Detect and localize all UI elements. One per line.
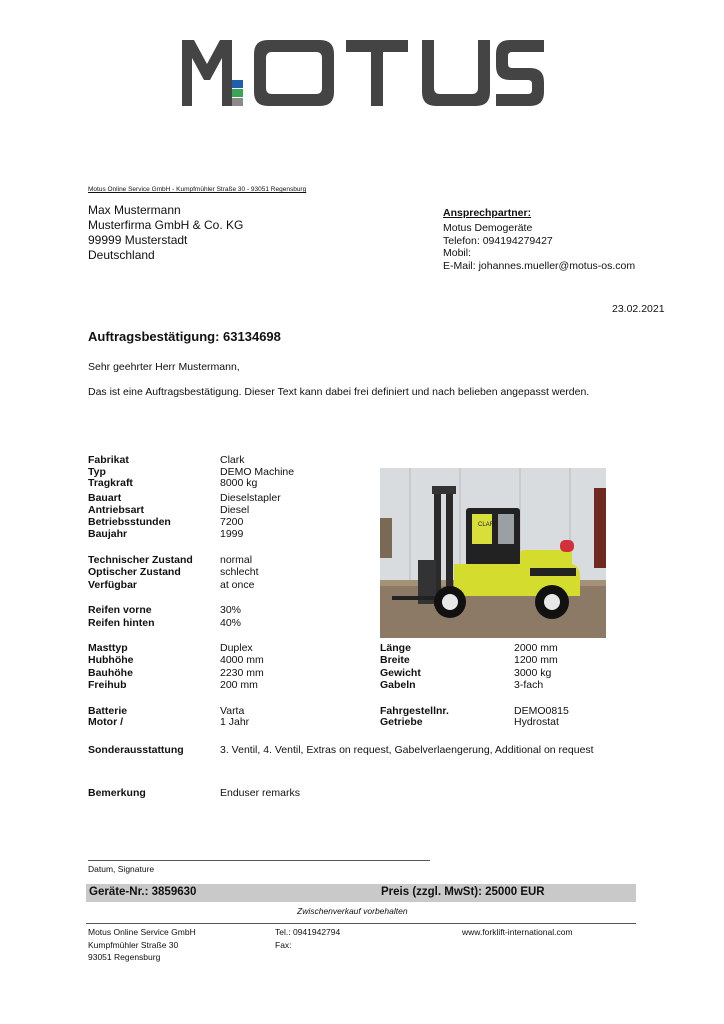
spec-label-sonderausstattung: Sonderausstattung xyxy=(88,744,184,756)
spec-value-baujahr: 1999 xyxy=(220,528,244,540)
spec-label-laenge: Länge xyxy=(380,642,411,654)
spec-label-verfuegbar: Verfügbar xyxy=(88,579,138,591)
device-number: Geräte-Nr.: 3859630 xyxy=(89,886,197,898)
footer-fax: Fax: xyxy=(275,939,292,950)
spec-label-hubhoehe: Hubhöhe xyxy=(88,654,134,666)
spec-value-opt-zustand: schlecht xyxy=(220,566,259,578)
footer-street: Kumpfmühler Straße 30 xyxy=(88,939,179,950)
spec-value-gewicht: 3000 kg xyxy=(514,667,552,679)
recipient-address xyxy=(88,203,243,263)
forklift-brand-label: CLARK xyxy=(478,522,499,528)
spec-label-bauart: Bauart xyxy=(88,492,122,504)
forklift-photo xyxy=(380,468,606,638)
resale-note: Zwischenverkauf vorbehalten xyxy=(297,906,408,916)
spec-label-bemerkung: Bemerkung xyxy=(88,787,146,799)
spec-value-freihub: 200 mm xyxy=(220,679,258,691)
spec-value-betriebsstunden: 7200 xyxy=(220,516,244,528)
price: Preis (zzgl. MwSt): 25000 EUR xyxy=(381,886,545,898)
footer-divider xyxy=(86,923,636,924)
spec-value-verfuegbar: at once xyxy=(220,579,255,591)
spec-value-hubhoehe: 4000 mm xyxy=(220,654,264,666)
spec-label-masttyp: Masttyp xyxy=(88,642,128,654)
spec-label-opt-zustand: Optischer Zustand xyxy=(88,566,181,578)
spec-value-tech-zustand: normal xyxy=(220,554,253,566)
contact-email[interactable]: E-Mail: johannes.mueller@motus-os.com xyxy=(443,259,636,272)
spec-label-getriebe: Getriebe xyxy=(380,716,423,728)
spec-label-breite: Breite xyxy=(380,654,410,666)
spec-value-batterie: Varta xyxy=(220,705,245,717)
spec-label-antriebsart: Antriebsart xyxy=(88,504,145,516)
spec-value-reifen-vorne: 30% xyxy=(220,604,242,616)
spec-label-bauhoehe: Bauhöhe xyxy=(88,667,133,679)
spec-value-antriebsart: Diesel xyxy=(220,504,250,516)
footer-address xyxy=(88,926,196,964)
motus-logo xyxy=(180,36,546,108)
contact-name: Motus Demogeräte xyxy=(443,222,533,235)
spec-label-tech-zustand: Technischer Zustand xyxy=(88,554,193,566)
recipient-name: Max Mustermann xyxy=(88,203,181,217)
signature-label: Datum, Signature xyxy=(88,864,155,874)
spec-value-bauart: Dieselstapler xyxy=(220,492,281,504)
spec-value-bauhoehe: 2230 mm xyxy=(220,667,264,679)
spec-label-fahrgestellnr: Fahrgestellnr. xyxy=(380,705,449,717)
spec-value-laenge: 2000 mm xyxy=(514,642,558,654)
footer-phone-block xyxy=(275,926,340,951)
spec-value-reifen-hinten: 40% xyxy=(220,617,242,629)
spec-label-gewicht: Gewicht xyxy=(380,667,421,679)
spec-label-reifen-vorne: Reifen vorne xyxy=(88,604,152,616)
footer-city: 93051 Regensburg xyxy=(88,952,161,962)
spec-label-freihub: Freihub xyxy=(88,679,127,691)
greeting: Sehr geehrter Herr Mustermann, xyxy=(88,361,240,373)
spec-label-tragkraft: Tragkraft xyxy=(88,477,133,489)
contact-phone: Telefon: 094194279427 xyxy=(443,234,553,247)
spec-value-masttyp: Duplex xyxy=(220,642,253,654)
contact-block xyxy=(443,207,635,272)
intro-text: Das ist eine Auftragsbestätigung. Dieser Text kann dabei frei definiert und nach belieben angepasst werden. xyxy=(88,386,590,398)
spec-value-bemerkung: Enduser remarks xyxy=(220,787,300,799)
spec-label-batterie: Batterie xyxy=(88,705,128,717)
footer-tel: Tel.: 0941942794 xyxy=(275,927,341,937)
spec-value-sonderausstattung: 3. Ventil, 4. Ventil, Extras on request, Gabelverlaengerung, Additional on request xyxy=(220,744,594,756)
contact-mobile: Mobil: xyxy=(443,247,472,260)
spec-value-gabeln: 3-fach xyxy=(514,679,544,691)
spec-label-betriebsstunden: Betriebsstunden xyxy=(88,516,171,528)
footer-website[interactable]: www.forklift-international.com xyxy=(462,927,573,937)
spec-value-typ: DEMO Machine xyxy=(220,466,295,478)
recipient-city: 99999 Musterstadt xyxy=(88,233,188,247)
spec-value-breite: 1200 mm xyxy=(514,654,558,666)
footer-company: Motus Online Service GmbH xyxy=(88,927,196,937)
spec-label-reifen-hinten: Reifen hinten xyxy=(88,617,155,629)
document-date: 23.02.2021 xyxy=(612,303,665,315)
spec-label-fabrikat: Fabrikat xyxy=(88,454,129,466)
spec-value-tragkraft: 8000 kg xyxy=(220,477,258,489)
spec-label-gabeln: Gabeln xyxy=(380,679,416,691)
signature-line xyxy=(88,860,430,861)
contact-heading: Ansprechpartner: xyxy=(443,207,532,219)
spec-label-typ: Typ xyxy=(88,466,106,478)
spec-value-fabrikat: Clark xyxy=(220,454,245,466)
spec-label-motor: Motor / xyxy=(88,716,123,728)
document-title: Auftragsbestätigung: 63134698 xyxy=(88,329,281,344)
spec-value-fahrgestellnr: DEMO0815 xyxy=(514,705,569,717)
recipient-country: Deutschland xyxy=(88,248,155,262)
recipient-company: Musterfirma GmbH & Co. KG xyxy=(88,218,244,232)
spec-value-motor: 1 Jahr xyxy=(220,716,250,728)
spec-label-baujahr: Baujahr xyxy=(88,528,128,540)
sender-address-line: Motus Online Service GmbH - Kumpfmühler Straße 30 - 93051 Regensburg xyxy=(88,186,307,193)
spec-value-getriebe: Hydrostat xyxy=(514,716,559,728)
